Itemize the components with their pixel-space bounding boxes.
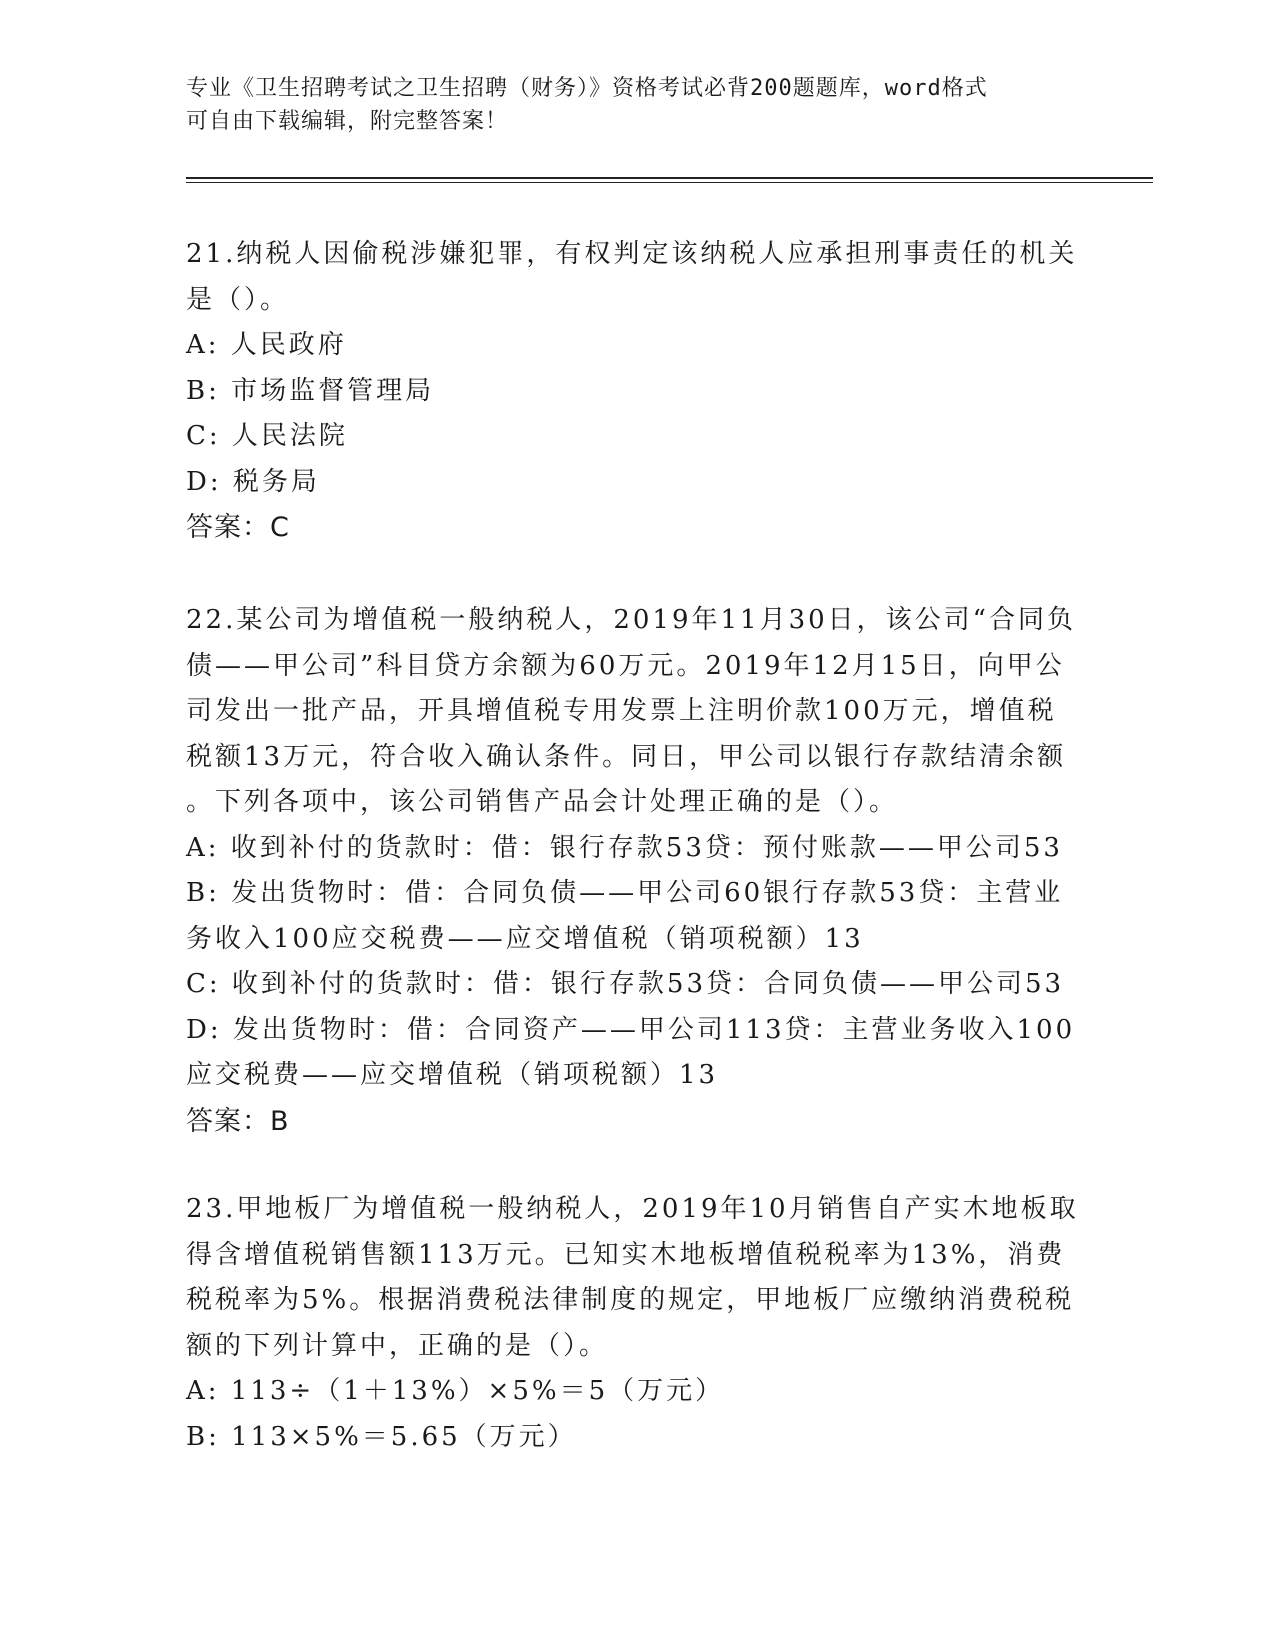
header-divider-thin <box>186 182 1153 183</box>
question-stem-line: 税税率为5%。根据消费税法律制度的规定，甲地板厂应缴纳消费税税 <box>186 1285 1075 1315</box>
question-22 <box>186 598 1086 1144</box>
question-stem-line: 。下列各项中，该公司销售产品会计处理正确的是（）。 <box>186 787 899 817</box>
option-d: D: 发出货物时：借：合同资产——甲公司113贷：主营业务收入100 <box>186 1014 1076 1045</box>
option-a: A: 人民政府 <box>186 330 347 360</box>
option-c: C: 人民法院 <box>186 421 348 451</box>
option-d: D: 税务局 <box>186 466 320 497</box>
option-a: A: 收到补付的货款时：借：银行存款53贷：预付账款——甲公司53 <box>186 832 1063 863</box>
option-b: B: 发出货物时：借：合同负债——甲公司60银行存款53贷：主营业 <box>186 878 1064 908</box>
document-header <box>186 72 1066 138</box>
answer-line: 答案：C <box>186 512 290 543</box>
header-title-line-2: 可自由下载编辑，附完整答案！ <box>186 109 509 134</box>
question-stem-line: 税额13万元，符合收入确认条件。同日，甲公司以银行存款结清余额 <box>186 741 1067 772</box>
header-title-line-1: 专业《卫生招聘考试之卫生招聘（财务）》资格考试必背200题题库，word格式 <box>186 76 988 101</box>
question-stem-line: 司发出一批产品，开具增值税专用发票上注明价款100万元，增值税 <box>186 696 1057 726</box>
question-stem-line: 21.纳税人因偷税涉嫌犯罪，有权判定该纳税人应承担刑事责任的机关 <box>186 239 1078 269</box>
header-divider-thick <box>186 177 1153 179</box>
question-stem-line: 得含增值税销售额113万元。已知实木地板增值税税率为13%，消费 <box>186 1239 1066 1270</box>
option-b: B: 113×5%＝5.65（万元） <box>186 1421 577 1452</box>
option-b: B: 市场监督管理局 <box>186 375 435 406</box>
question-stem-line: 债——甲公司”科目贷方余额为60万元。2019年12月15日，向甲公 <box>186 650 1065 681</box>
question-stem-line: 是（）。 <box>186 284 290 315</box>
question-stem-line: 22.某公司为增值税一般纳税人，2019年11月30日，该公司“合同负 <box>186 605 1076 635</box>
question-21 <box>186 232 1086 551</box>
question-stem-line: 额的下列计算中，正确的是（）。 <box>186 1330 609 1361</box>
question-23 <box>186 1187 1086 1460</box>
option-a: A: 113÷（1＋13%）×5%＝5（万元） <box>186 1376 725 1406</box>
answer-line: 答案：B <box>186 1105 290 1137</box>
option-b-continued: 务收入100应交税费——应交增值税（销项税额）13 <box>186 923 864 954</box>
option-c: C: 收到补付的货款时：借：银行存款53贷：合同负债——甲公司53 <box>186 969 1065 999</box>
option-d-continued: 应交税费——应交增值税（销项税额）13 <box>186 1060 719 1090</box>
question-stem-line: 23.甲地板厂为增值税一般纳税人，2019年10月销售自产实木地板取 <box>186 1194 1079 1224</box>
